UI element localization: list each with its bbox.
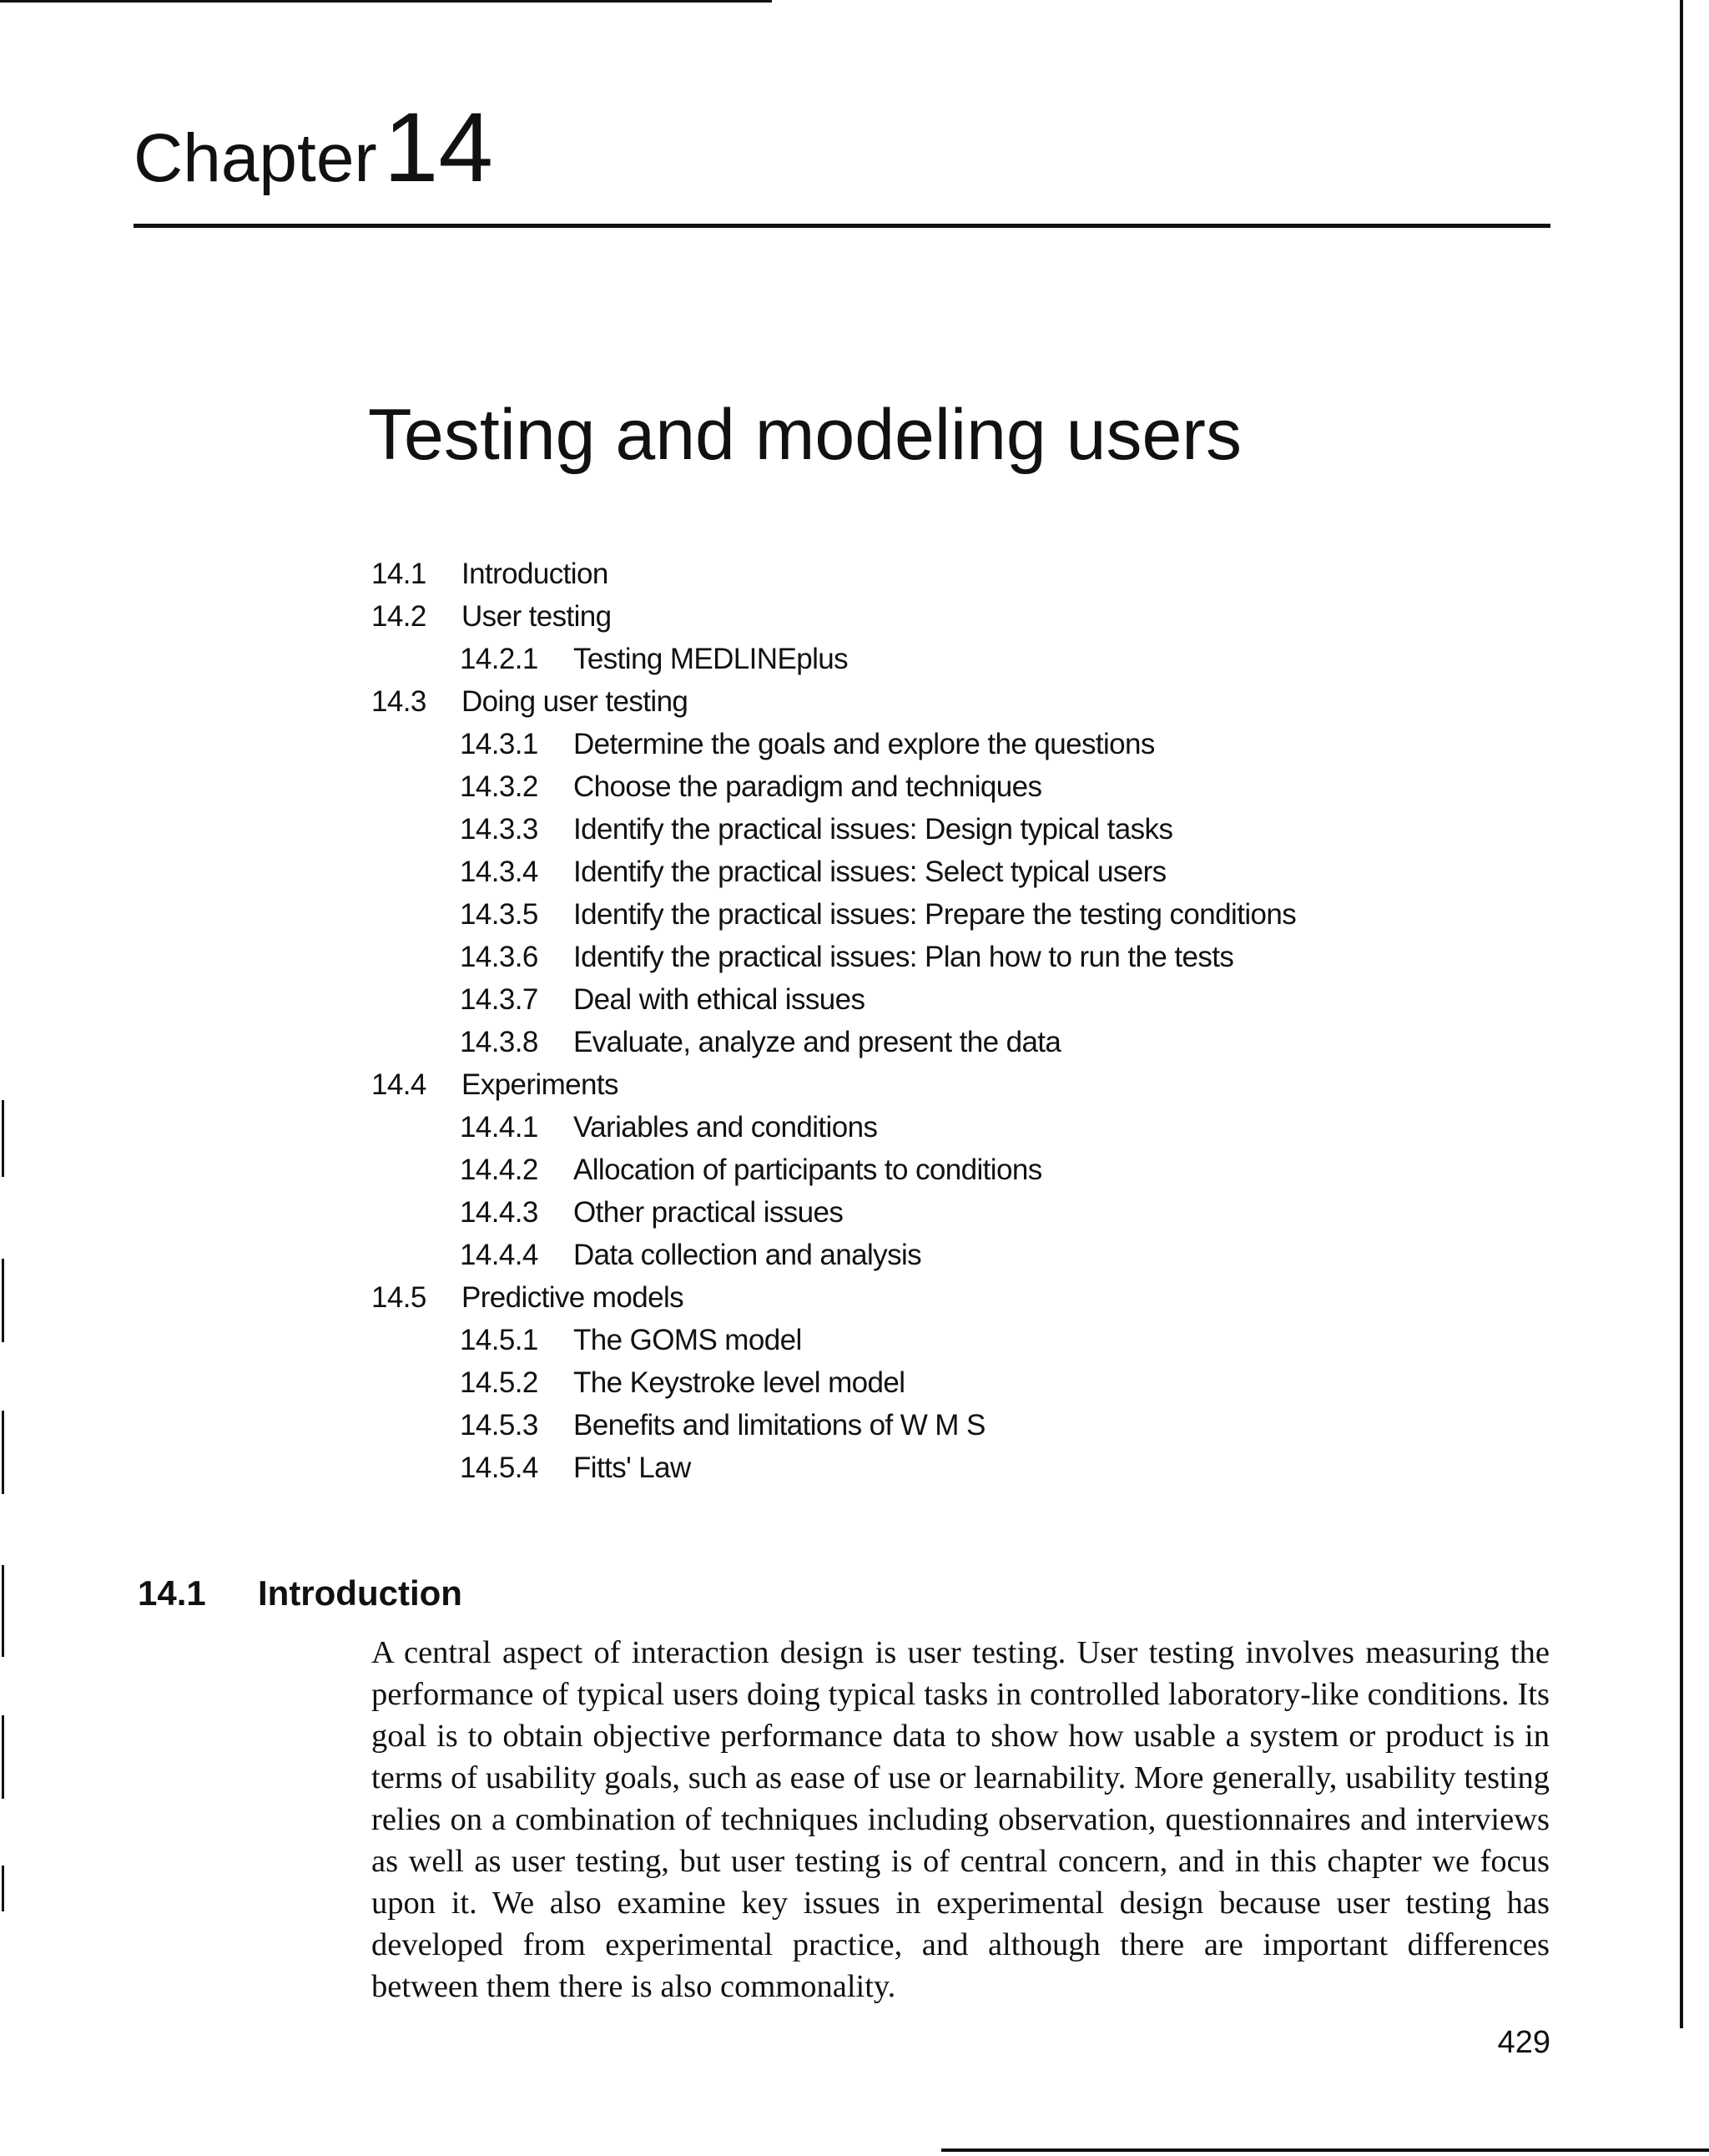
toc-entry-number: 14.3.8 [460, 1026, 538, 1058]
toc-entry-title: Introduction [461, 558, 608, 590]
toc-entry-number: 14.4.1 [460, 1111, 538, 1144]
chapter-number: 14 [383, 93, 493, 203]
toc-entry-number: 14.5 [371, 1281, 426, 1314]
margin-mark [2, 1715, 4, 1799]
toc-entry-title: Fitts' Law [573, 1452, 691, 1484]
toc-entry-number: 14.5.3 [460, 1409, 538, 1442]
toc-entry-title: Determine the goals and explore the questions [573, 728, 1155, 760]
toc-entry-title: Benefits and limitations of W M S [573, 1409, 986, 1442]
margin-mark [2, 1565, 4, 1657]
toc-entry-number: 14.3.4 [460, 856, 538, 888]
scan-edge-top [0, 0, 772, 3]
chapter-word: Chapter [134, 120, 377, 196]
toc-entry-number: 14.3.2 [460, 770, 538, 803]
toc-entry-number: 14.3.7 [460, 983, 538, 1016]
toc-entry-number: 14.3.3 [460, 813, 538, 846]
margin-mark [2, 1100, 4, 1177]
toc-entry-number: 14.5.2 [460, 1366, 538, 1399]
toc-entry-title: Predictive models [461, 1281, 684, 1314]
margin-mark [2, 1259, 4, 1342]
scan-edge-right [1680, 0, 1683, 2028]
toc-entry-title: Experiments [461, 1068, 618, 1101]
toc-entry-title: Doing user testing [461, 685, 688, 718]
chapter-title: Testing and modeling users [368, 395, 1242, 475]
toc-entry-number: 14.4.2 [460, 1154, 538, 1186]
body-paragraph: A central aspect of interaction design is user testing. User testing involves measuring the performance of typical users doing typical tasks in controlled laboratory-like conditions. Its goal is to obtain objective performance data to show how usable a system or product is in terms of usability goals, such as ease of use or learnability. More generally, usability testing relies on a combination of techniques including observation, questionnaires and interviews as well as user testing, but user testing is of central concern, and in this chapter we focus upon it. We also examine key issues in experimental design because user testing has developed from experimental practice, and although there are important differences between them there is also commonality. [371, 1635, 1550, 2004]
toc-entry-number: 14.5.1 [460, 1324, 538, 1356]
toc-entry-number: 14.5.4 [460, 1452, 538, 1484]
chapter-label [134, 93, 493, 203]
toc-entry-title: Evaluate, analyze and present the data [573, 1026, 1061, 1058]
margin-mark [2, 1411, 4, 1494]
toc-entry-title: The GOMS model [573, 1324, 802, 1356]
toc-entry-title: Choose the paradigm and techniques [573, 770, 1042, 803]
toc-entry-number: 14.3.1 [460, 728, 538, 760]
toc-entry-number: 14.4 [371, 1068, 426, 1101]
margin-mark [2, 1866, 4, 1911]
toc-entry-title: Data collection and analysis [573, 1239, 922, 1271]
toc-entry-number: 14.4.3 [460, 1196, 538, 1229]
toc-entry-number: 14.1 [371, 558, 426, 590]
toc-entry-title: User testing [461, 600, 612, 633]
section-heading [138, 1573, 462, 1613]
toc-entry-number: 14.2.1 [460, 643, 538, 675]
section-number: 14.1 [138, 1573, 206, 1613]
toc-entry-title: Deal with ethical issues [573, 983, 865, 1016]
toc-entry-title: Allocation of participants to conditions [573, 1154, 1042, 1186]
toc-entry-title: Identify the practical issues: Plan how to run the tests [573, 941, 1234, 973]
toc-entry-title: Identify the practical issues: Prepare the testing conditions [573, 898, 1297, 931]
toc-entry-title: Variables and conditions [573, 1111, 878, 1144]
scan-edge-bottom [941, 2148, 1709, 2152]
toc-entry-title: The Keystroke level model [573, 1366, 905, 1399]
toc-entry-number: 14.4.4 [460, 1239, 538, 1271]
toc-entry-number: 14.2 [371, 600, 426, 633]
toc-entry-title: Identify the practical issues: Design typical tasks [573, 813, 1173, 846]
chapter-rule [134, 224, 1550, 228]
toc-entry-number: 14.3.5 [460, 898, 538, 931]
toc-entry-title: Identify the practical issues: Select typical users [573, 856, 1167, 888]
section-title: Introduction [258, 1573, 462, 1613]
toc-entry-number: 14.3 [371, 685, 426, 718]
toc-entry-title: Testing MEDLINEplus [573, 643, 849, 675]
toc-entry-number: 14.3.6 [460, 941, 538, 973]
page-number: 429 [1497, 2025, 1550, 2060]
toc-entry-title: Other practical issues [573, 1196, 844, 1229]
